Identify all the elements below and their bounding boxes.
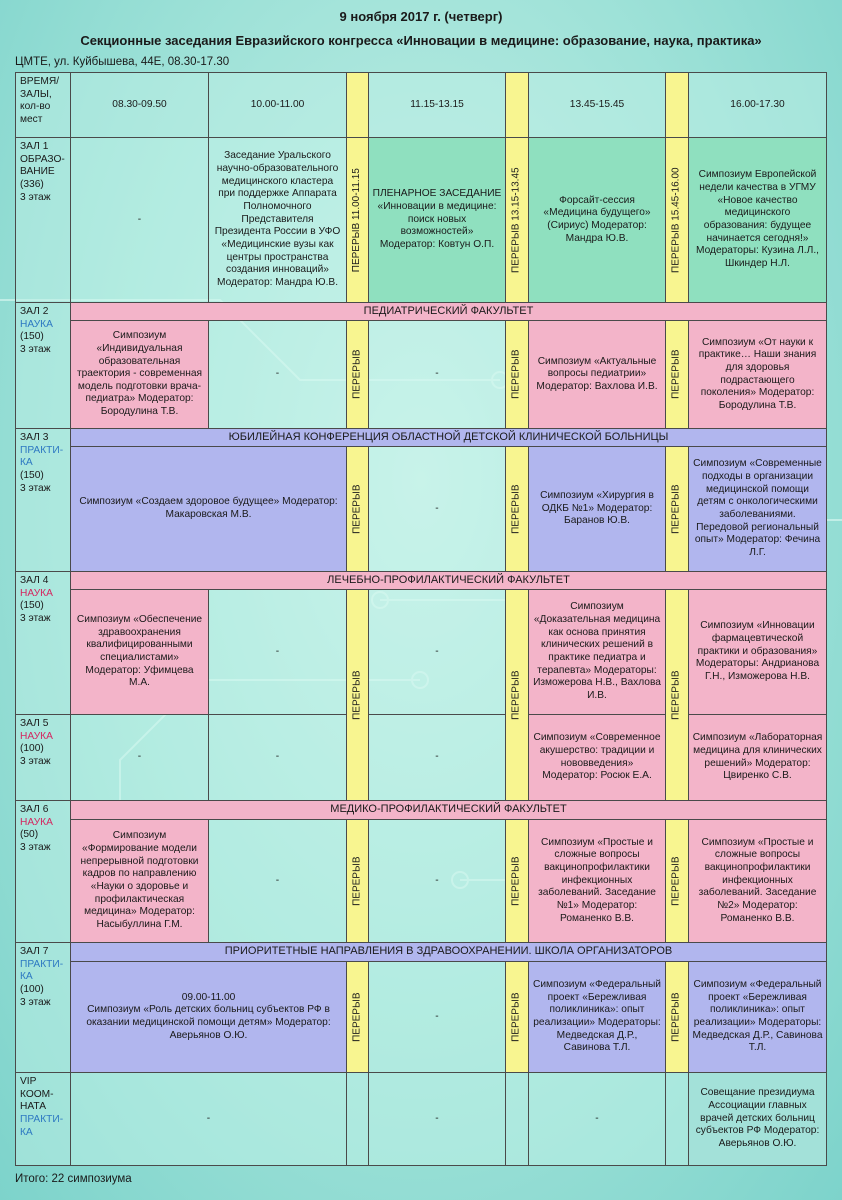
hall-6-break-1: ПЕРЕРЫВ: [346, 819, 369, 943]
hall-7-slot-1-2-session: 09.00-11.00 Симпозиум «Роль детских больниц субъектов РФ в оказании медицинской помощи детям» Модератор: Аверьянов О.Ю.: [70, 961, 347, 1073]
break-header-3: [665, 72, 689, 138]
hall-6-label: ЗАЛ 6 НАУКА (50) 3 этаж: [15, 800, 71, 943]
hall-4-5-break-3: ПЕРЕРЫВ: [665, 589, 689, 801]
vip-slot-3-empty: -: [368, 1072, 506, 1166]
hall-1-break-1: ПЕРЕРЫВ 11.00-11.15: [346, 137, 369, 303]
page-date: 9 ноября 2017 г. (четверг): [339, 9, 503, 24]
hall-6-slot-5-session: Симпозиум «Простые и сложные вопросы вакцинопрофилактики инфекционных заболеваний. Заседание №2» Модератор: Романенко В.В.: [688, 819, 827, 943]
venue-line: ЦМТЕ, ул. Куйбышева, 44Е, 08.30-17.30: [15, 56, 230, 68]
hall-3-slot-5-session: Симпозиум «Современные подходы в организации медицинской помощи детям с онкологическими заболеваниями. Передовой региональный опыт» Модератор: Фечина Л.Г.: [688, 446, 827, 572]
hall-6-slot-4-session: Симпозиум «Простые и сложные вопросы вакцинопрофилактики инфекционных заболеваний. Заседание №1» Модератор: Романенко В.В.: [528, 819, 666, 943]
vip-break-2-empty: [505, 1072, 529, 1166]
hall-4-label: ЗАЛ 4 НАУКА (150) 3 этаж: [15, 571, 71, 715]
hall-2-slot-5-session: Симпозиум «От науки к практике… Наши знания для здоровья подрастающего поколения» Модератор: Бородулина Т.В.: [688, 320, 827, 429]
band-priority: ПРИОРИТЕТНЫЕ НАПРАВЛЕНИЯ В ЗДРАВООХРАНЕНИИ. ШКОЛА ОРГАНИЗАТОРОВ: [70, 942, 827, 962]
hall-2-break-3: ПЕРЕРЫВ: [665, 320, 689, 429]
hall-7-slot-3-empty: -: [368, 961, 506, 1073]
vip-break-3-empty: [665, 1072, 689, 1166]
page-title: Секционные заседания Евразийского конгресса «Инновации в медицине: образование, наука, практика»: [80, 33, 762, 48]
hall-4-slot-3-empty: -: [368, 589, 506, 715]
hall-3-slot-1-2-session: Симпозиум «Создаем здоровое будущее» Модератор: Макаровская М.В.: [70, 446, 347, 572]
vip-slot-1-2-empty: -: [70, 1072, 347, 1166]
hall-7-slot-4-session: Симпозиум «Федеральный проект «Бережливая поликлиника»: опыт реализации» Модераторы: Медведская Д.Р., Савинова Т.Л.: [528, 961, 666, 1073]
hall-7-slot-5-session: Симпозиум «Федеральный проект «Бережливая поликлиника»: опыт реализации» Модераторы: Медведская Д.Р., Савинова Т.Л.: [688, 961, 827, 1073]
hall-4-5-break-1: ПЕРЕРЫВ: [346, 589, 369, 801]
hall-5-label: ЗАЛ 5 НАУКА (100) 3 этаж: [15, 714, 71, 801]
hall-1-slot-5-session: Симпозиум Европейской недели качества в УГМУ «Новое качество медицинского образования: будущее начинается сегодня!» Модераторы: Кузина Л.Л., Шкиндер Н.Л.: [688, 137, 827, 303]
time-slot-2: 10.00-11.00: [208, 72, 347, 138]
hall-3-slot-3-empty: -: [368, 446, 506, 572]
hall-2-slot-3-empty: -: [368, 320, 506, 429]
hall-1-label: ЗАЛ 1 ОБРАЗО-ВАНИЕ (336) 3 этаж: [15, 137, 71, 303]
hall-2-break-2: ПЕРЕРЫВ: [505, 320, 529, 429]
footer-total: Итого: 22 симпозиума: [15, 1173, 132, 1185]
break-header-2: [505, 72, 529, 138]
band-pediatric: ПЕДИАТРИЧЕСКИЙ ФАКУЛЬТЕТ: [70, 302, 827, 321]
hall-3-break-2: ПЕРЕРЫВ: [505, 446, 529, 572]
hall-1-foresight-session: Форсайт-сессия «Медицина будущего» (Сириус) Модератор: Мандра Ю.В.: [528, 137, 666, 303]
hall-3-break-1: ПЕРЕРЫВ: [346, 446, 369, 572]
vip-room-label: VIP КООМ-НАТА ПРАКТИ-КА: [15, 1072, 71, 1166]
hall-5-slot-3-empty: -: [368, 714, 506, 801]
schedule-table: [15, 72, 827, 1166]
time-slot-5: 16.00-17.30: [688, 72, 827, 138]
hall-1-break-2: ПЕРЕРЫВ 13.15-13.45: [505, 137, 529, 303]
hall-4-slot-1-session: Симпозиум «Обеспечение здравоохранения квалифицированными специалистами» Модератор: Уфимцева М.А.: [70, 589, 209, 715]
hall-3-break-3: ПЕРЕРЫВ: [665, 446, 689, 572]
hall-2-slot-4-session: Симпозиум «Актуальные вопросы педиатрии» Модератор: Вахлова И.В.: [528, 320, 666, 429]
band-jubilee: ЮБИЛЕЙНАЯ КОНФЕРЕНЦИЯ ОБЛАСТНОЙ ДЕТСКОЙ КЛИНИЧЕСКОЙ БОЛЬНИЦЫ: [70, 428, 827, 447]
break-header-1: [346, 72, 369, 138]
vip-break-1-empty: [346, 1072, 369, 1166]
hall-7-break-2: ПЕРЕРЫВ: [505, 961, 529, 1073]
hall-2-break-1: ПЕРЕРЫВ: [346, 320, 369, 429]
hall-6-break-2: ПЕРЕРЫВ: [505, 819, 529, 943]
band-treatment: ЛЕЧЕБНО-ПРОФИЛАКТИЧЕСКИЙ ФАКУЛЬТЕТ: [70, 571, 827, 590]
hall-3-slot-4-session: Симпозиум «Хирургия в ОДКБ №1» Модератор: Баранов Ю.В.: [528, 446, 666, 572]
hall-5-slot-2-empty: -: [208, 714, 347, 801]
band-medprof: МЕДИКО-ПРОФИЛАКТИЧЕСКИЙ ФАКУЛЬТЕТ: [70, 800, 827, 820]
time-slot-3: 11.15-13.15: [368, 72, 506, 138]
hall-4-slot-4-session: Симпозиум «Доказательная медицина как основа принятия клинических решений в практике педиатра и терапевта» Модераторы: Изможерова Н.В., Вахлова И.В.: [528, 589, 666, 715]
hall-5-slot-5-session: Симпозиум «Лабораторная медицина для клинических решений» Модератор: Цвиренко С.В.: [688, 714, 827, 801]
hall-7-break-1: ПЕРЕРЫВ: [346, 961, 369, 1073]
time-slot-1: 08.30-09.50: [70, 72, 209, 138]
hall-7-break-3: ПЕРЕРЫВ: [665, 961, 689, 1073]
hall-5-slot-1-empty: -: [70, 714, 209, 801]
hall-6-slot-3-empty: -: [368, 819, 506, 943]
hall-6-break-3: ПЕРЕРЫВ: [665, 819, 689, 943]
corner-header: ВРЕМЯ/ ЗАЛЫ, кол-во мест: [15, 72, 71, 138]
vip-slot-4-empty: -: [528, 1072, 666, 1166]
hall-6-slot-1-session: Симпозиум «Формирование модели непрерывной подготовки кадров по направлению «Науки о здоровье и профилактическая медицина» Модератор: Насыбуллина Г.М.: [70, 819, 209, 943]
hall-5-slot-4-session: Симпозиум «Современное акушерство: традиции и нововведения» Модератор: Росюк Е.А.: [528, 714, 666, 801]
hall-1-plenary-session: ПЛЕНАРНОЕ ЗАСЕДАНИЕ «Инновации в медицине: поиск новых возможностей» Модератор: Ковтун О.П.: [368, 137, 506, 303]
vip-slot-5-session: Совещание президиума Ассоциации главных врачей детских больниц субъектов РФ Модератор: Аверьянов О.Ю.: [688, 1072, 827, 1166]
hall-2-slot-2-empty: -: [208, 320, 347, 429]
hall-2-slot-1-session: Симпозиум «Индивидуальная образовательная траектория - современная модель подготовки врача-педиатра» Модератор: Бородулина Т.В.: [70, 320, 209, 429]
hall-4-slot-2-empty: -: [208, 589, 347, 715]
hall-4-5-break-2: ПЕРЕРЫВ: [505, 589, 529, 801]
hall-4-slot-5-session: Симпозиум «Инновации фармацевтической практики и образования» Модераторы: Андрианова Г.Н., Изможерова Н.В.: [688, 589, 827, 715]
hall-7-label: ЗАЛ 7 ПРАКТИ-КА (100) 3 этаж: [15, 942, 71, 1073]
hall-3-label: ЗАЛ 3 ПРАКТИ-КА (150) 3 этаж: [15, 428, 71, 572]
hall-1-break-3: ПЕРЕРЫВ 15.45-16.00: [665, 137, 689, 303]
hall-2-label: ЗАЛ 2 НАУКА (150) 3 этаж: [15, 302, 71, 429]
hall-1-slot-2-session: Заседание Уральского научно-образовательного медицинского кластера при поддержке Аппарата Полномочного Представителя Президента России в УФО «Медицинские вузы как центры пространства создания инноваций» Модератор: Мандра Ю.В.: [208, 137, 347, 303]
hall-1-slot-1-empty: -: [70, 137, 209, 303]
hall-6-slot-2-empty: -: [208, 819, 347, 943]
time-slot-4: 13.45-15.45: [528, 72, 666, 138]
